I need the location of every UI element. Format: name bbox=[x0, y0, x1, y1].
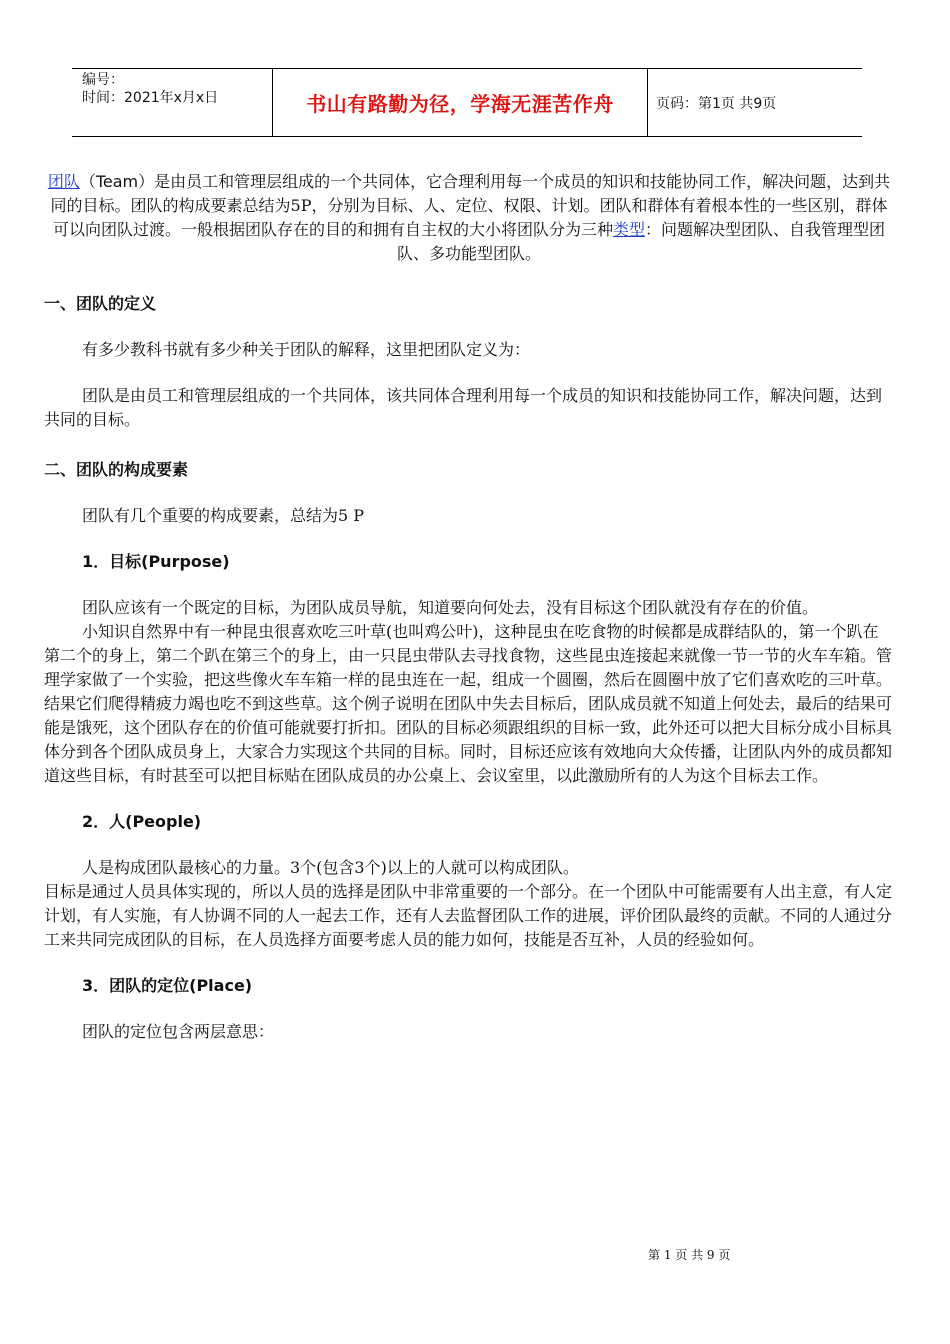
people-paragraph-2: 目标是通过人员具体实现的，所以人员的选择是团队中非常重要的一个部分。在一个团队中可能需要有人出主意，有人定计划，有人实施，有人协调不同的人一起去工作，还有人去监督团队工作的进展，评价团队最终的贡献。不同的人通过分工来共同完成团队的目标，在人员选择方面要考虑人员的能力如何，技能是否互补，人员的经验如何。 bbox=[44, 882, 893, 949]
intro-text-1: 是由员工和管理层组成的一个共同体，它合理利用每一个成员的知识和技能协同工作，解决问题，达到共同的目标。团队的构成要素总结为5P，分别为目标、人、定位、权限、计划。团队和群体有着根本性的一些区别，群体可以向团队过渡。一般根据团队存在的目的和拥有自主权的大小将团队分为三种 bbox=[50, 172, 891, 239]
intro-text-2: ：问题解决型团队、自我管理型团队、多功能型团队。 bbox=[396, 220, 886, 263]
team-english: （Team） bbox=[79, 172, 155, 191]
definition-paragraph-2: 团队是由员工和管理层组成的一个共同体，该共同体合理利用每一个成员的知识和技能协同工作，解决问题，达到共同的目标。 bbox=[44, 386, 883, 429]
page-footer: 第 1 页 共 9 页 bbox=[648, 1248, 731, 1262]
purpose-paragraph-2: 小知识自然界中有一种昆虫很喜欢吃三叶草(也叫鸡公叶)，这种昆虫在吃食物的时候都是成群结队的，第一个趴在第二个的身上，第二个趴在第三个的身上，由一只昆虫带队去寻找食物，这些昆虫连接起来就像一节一节的火车车箱。管理学家做了一个实验，把这些像火车车箱一样的昆虫连在一起，组成一个圆圈，然后在圆圈中放了它们喜欢吃的三叶草。结果它们爬得精疲力竭也吃不到这些草。这个例子说明在团队中失去目标后，团队成员就不知道上何处去，最后的结果可能是饿死，这个团队存在的价值可能就要打折扣。团队的目标必须跟组织的目标一致，此外还可以把大目标分成小目标具体分到各个团队成员身上，大家合力实现这个共同的目标。同时，目标还应该有效地向大众传播，让团队内外的成员都知道这些目标，有时甚至可以把目标贴在团队成员的办公桌上、会议室里，以此激励所有的人为这个目标去工作。 bbox=[44, 622, 893, 785]
document-body bbox=[44, 170, 894, 1044]
definition-paragraph-1: 有多少教科书就有多少种关于团队的解释，这里把团队定义为： bbox=[82, 340, 531, 359]
page-header bbox=[72, 68, 862, 137]
intro-paragraph bbox=[44, 170, 894, 266]
elements-paragraph-1: 团队有几个重要的构成要素，总结为5 P bbox=[82, 506, 365, 525]
header-page-label: 页码：第1页 共9页 bbox=[656, 95, 777, 112]
place-paragraph-1: 团队的定位包含两层意思： bbox=[82, 1022, 275, 1041]
type-link[interactable]: 类型 bbox=[612, 220, 645, 239]
purpose-paragraph-1: 团队应该有一个既定的目标，为团队成员导航，知道要向何处去，没有目标这个团队就没有存在的价值。 bbox=[82, 598, 819, 617]
people-paragraph-1: 人是构成团队最核心的力量。3个(包含3个)以上的人就可以构成团队。 bbox=[82, 858, 579, 877]
time-label: 时间：2021年x月x日 bbox=[82, 90, 219, 106]
header-motto: 书山有路勤为径，学海无涯苦作舟 bbox=[272, 69, 648, 136]
item-heading-purpose: 1．目标(Purpose) bbox=[82, 552, 230, 571]
item-heading-place: 3．团队的定位(Place) bbox=[82, 976, 253, 995]
section-heading-definition: 一、团队的定义 bbox=[44, 294, 157, 313]
item-heading-people: 2．人(People) bbox=[82, 812, 202, 831]
header-meta bbox=[82, 71, 277, 107]
number-label: 编号： bbox=[82, 72, 124, 88]
team-link[interactable]: 团队 bbox=[47, 172, 80, 191]
section-heading-elements: 二、团队的构成要素 bbox=[44, 460, 189, 479]
